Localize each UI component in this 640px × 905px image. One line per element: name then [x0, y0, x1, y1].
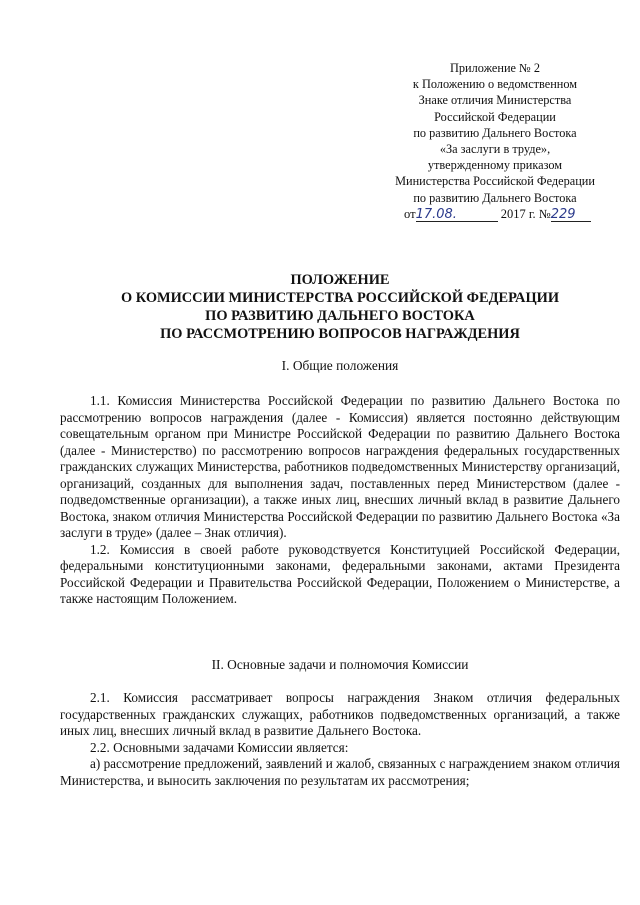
appendix-line: по развитию Дальнего Востока [413, 190, 577, 205]
title-line: ПОЛОЖЕНИЕ [290, 272, 390, 288]
paragraph-1-1: 1.1. Комиссия Министерства Российской Федерации по развитию Дальнего Востока по рассмотрению вопросов награждения (далее - Комиссия) является постоянно действующим совещательным органом при Министре Российской Федерации по развитию Дальнего Востока (далее - Министерство) по рассмотрению вопросов награждения федеральных государственных гражданских служащих Министерства, работников подведомственных Министерству организаций, организаций, созданных для выполнения задач, поставленных перед Министерством (далее - подведомственные организации), а также иных лиц, внесших личный вклад в развитие Дальнего Востока, знаком отличия Министерства Российской Федерации по развитию Дальнего Востока «За заслуги в труде» (далее – Знак отличия). [60, 393, 620, 540]
handwritten-number: 229 [550, 207, 576, 222]
number-prefix: № [538, 207, 551, 221]
appendix-line: Знаке отличия Министерства [418, 93, 572, 108]
section-1-heading: I. Общие положения [281, 358, 399, 373]
handwritten-date: 17.08. [415, 207, 457, 222]
section-2-heading: II. Основные задачи и полномочия Комиссии [211, 657, 469, 672]
year-text: 2017 г. [500, 207, 536, 221]
number-field [551, 207, 591, 222]
section-1-body [60, 393, 620, 608]
appendix-line: утвержденному приказом [427, 158, 563, 173]
appendix-line: Приложение № 2 [449, 61, 541, 75]
order-date-number [404, 207, 591, 222]
document-title [60, 271, 620, 343]
title-line: О КОМИССИИ МИНИСТЕРСТВА РОССИЙСКОЙ ФЕДЕРАЦИИ [120, 290, 560, 306]
paragraph-2-1: 2.1. Комиссия рассматривает вопросы награждения Знаком отличия федеральных государственных гражданских служащих, работников подведомственных организаций, а также иных лиц, внесших личный вклад в развитие Дальнего Востока. [60, 690, 620, 738]
paragraph-1-2: 1.2. Комиссия в своей работе руководствуется Конституцией Российской Федерации, федеральными конституционными законами, федеральными законами, актами Президента Российской Федерации и Правительства Российской Федерации, Положением о Министерстве, а также настоящим Положением. [60, 541, 620, 606]
appendix-line: Российской Федерации [434, 109, 556, 124]
section-2-body [60, 690, 620, 789]
title-line: ПО РАЗВИТИЮ ДАЛЬНЕГО ВОСТОКА [205, 308, 475, 324]
appendix-line: Министерства Российской Федерации [395, 174, 595, 189]
paragraph-2-2: 2.2. Основными задачами Комиссии является: [90, 739, 349, 755]
title-line: ПО РАССМОТРЕНИЮ ВОПРОСОВ НАГРАЖДЕНИЯ [160, 326, 520, 342]
appendix-header [360, 60, 630, 206]
date-field [416, 207, 498, 222]
date-prefix: от [404, 207, 416, 221]
appendix-line: к Положению о ведомственном [412, 77, 578, 92]
paragraph-2-2-a: а) рассмотрение предложений, заявлений и жалоб, связанных с награждением знаком отличия Министерства, и выносить заключения по результатам их рассмотрения; [60, 756, 620, 788]
appendix-line: по развитию Дальнего Востока [413, 125, 577, 140]
appendix-line: «За заслуги в труде», [439, 142, 551, 157]
